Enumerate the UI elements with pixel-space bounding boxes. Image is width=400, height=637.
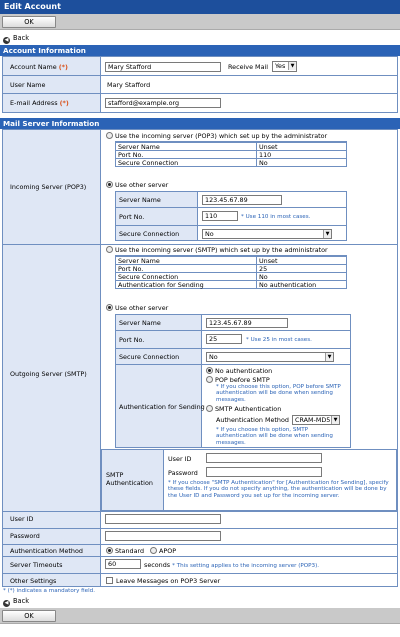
leave-messages-checkbox[interactable]: Leave Messages on POP3 Server	[106, 577, 220, 585]
pop3-other-table: Server Name 123.45.67.89 Port No. 110 * Use 110 in most cases. Secure Connection No ▼	[115, 191, 347, 241]
page-title: Edit Account	[0, 0, 400, 14]
chevron-down-icon: ▼	[325, 353, 333, 361]
pop3-port-input[interactable]: 110	[202, 211, 238, 221]
mail-server-header: Mail Server Information	[0, 118, 400, 129]
auth-method-label: Authentication Method	[10, 547, 83, 555]
smtp-auth-userid-input[interactable]	[206, 453, 322, 463]
pop3-label: Incoming Server (POP3)	[10, 183, 87, 191]
smtp-admin-table: Server Name Unset Port No. 25 Secure Connection No Authentication for Sending No authentication	[115, 255, 347, 289]
mail-server-section: Incoming Server (POP3) Use the incoming server (POP3) which set up by the administrator Server Name Unset Port No. 110 Secure Connection No Use other server Server Name 123.45.67.89 Port No. 110 * Use 110 in most cases. Secure Connection No ▼ Outgoing Server (SMTP) Use the incoming server (SMTP) which set up by the administrator Server Name Unset Port No. 25 Secure Connection No Authentication for Sending No authentication Use other server Server Name 123.45.67.89 Port No. 25 * Use 25 in most cases. Secure Connection No ▼ Authentication for Sending No authentication POP before SMTP * If you choose this option, POP before SMTP authentication will be done when sending messages. SMTP Authentication Authentication Method CRAM-MD5 ▼ * If you choose this option, SMTP authentication will be done when sending messages. SMTP Authentication User ID Password * If you choose "SMTP Authentication" for [Authentication for Sending], specify these fields. If you do not specify anything, the authentication will be done by the User ID and Password you set up for the incoming server. User ID Password Authentication Method Standard APOP Server Timeouts 60 seconds * This setting applies to the incoming server (POP3). Other Settings Leave Messages on POP3 Server	[2, 129, 398, 587]
auth-smtp-option[interactable]: SMTP Authentication	[206, 405, 281, 413]
smtp-auth-box: SMTP Authentication User ID Password * If you choose "SMTP Authentication" for [Authentication for Sending], specify these fields. If you do not specify anything, the authentication will be done by the User ID and Password you set up for the incoming server.	[101, 449, 397, 511]
ok-button-bottom[interactable]: OK	[2, 610, 56, 622]
pop3-secure-select[interactable]: No ▼	[202, 229, 332, 239]
chevron-down-icon: ▼	[288, 62, 296, 70]
smtp-other-option[interactable]: Use other server	[106, 304, 168, 312]
userid-label: User ID	[10, 515, 34, 523]
smtp-auth-password-input[interactable]	[206, 467, 322, 477]
username-label: User Name	[10, 81, 46, 89]
back-arrow-icon: ◀	[4, 600, 9, 606]
ok-button-top[interactable]: OK	[2, 16, 56, 28]
auth-none-option[interactable]: No authentication	[206, 367, 272, 375]
account-info-header: Account Information	[0, 45, 400, 56]
account-name-label: Account Name (*)	[10, 63, 68, 71]
pop3-admin-option[interactable]: Use the incoming server (POP3) which set up by the administrator	[106, 132, 327, 140]
pop3-other-option[interactable]: Use other server	[106, 181, 168, 189]
auth-apop-option[interactable]: APOP	[150, 547, 176, 555]
auth-standard-option[interactable]: Standard	[106, 547, 144, 555]
chevron-down-icon: ▼	[331, 416, 339, 424]
timeouts-input[interactable]: 60	[105, 559, 141, 569]
timeouts-label: Server Timeouts	[10, 561, 63, 569]
account-name-input[interactable]: Mary Stafford	[105, 62, 221, 72]
bottom-toolbar	[0, 608, 400, 624]
email-label: E-mail Address (*)	[10, 99, 69, 107]
back-link-bottom[interactable]: ◀ Back	[4, 597, 30, 606]
auth-method-select[interactable]: CRAM-MD5 ▼	[292, 415, 340, 425]
email-input[interactable]: stafford@example.org	[105, 98, 221, 108]
pop3-server-name-input[interactable]: 123.45.67.89	[202, 195, 282, 205]
smtp-server-name-input[interactable]: 123.45.67.89	[206, 318, 288, 328]
password-label: Password	[10, 532, 40, 540]
receive-mail-label: Receive Mail	[228, 63, 269, 71]
smtp-admin-option[interactable]: Use the incoming server (SMTP) which set up by the administrator	[106, 246, 328, 254]
smtp-port-input[interactable]: 25	[206, 334, 242, 344]
top-toolbar	[0, 14, 400, 30]
smtp-auth-label: SMTP Authentication	[106, 471, 153, 487]
chevron-down-icon: ▼	[323, 230, 331, 238]
pop3-admin-table: Server Name Unset Port No. 110 Secure Connection No	[115, 141, 347, 167]
other-settings-label: Other Settings	[10, 577, 57, 585]
userid-input[interactable]	[105, 514, 221, 524]
receive-mail-select[interactable]: Yes ▼	[272, 61, 297, 72]
password-input[interactable]	[105, 531, 221, 541]
smtp-secure-select[interactable]: No ▼	[206, 352, 334, 362]
account-info-section	[2, 56, 398, 113]
smtp-other-table: Server Name 123.45.67.89 Port No. 25 * Use 25 in most cases. Secure Connection No ▼ Authentication for Sending No authentication POP before SMTP * If you choose this option, POP before SMTP authentication will be done when sending messages. SMTP Authentication Authentication Method CRAM-MD5 ▼ * If you choose this option, SMTP authentication will be done when sending messages.	[115, 314, 351, 448]
auth-pop-option[interactable]: POP before SMTP	[206, 376, 270, 384]
back-link-top[interactable]: ◀ Back	[4, 34, 30, 43]
username-value: Mary Stafford	[107, 81, 151, 89]
back-arrow-icon: ◀	[4, 37, 9, 43]
smtp-label: Outgoing Server (SMTP)	[10, 370, 87, 378]
mandatory-note: * (*) indicates a mandatory field.	[3, 588, 96, 594]
